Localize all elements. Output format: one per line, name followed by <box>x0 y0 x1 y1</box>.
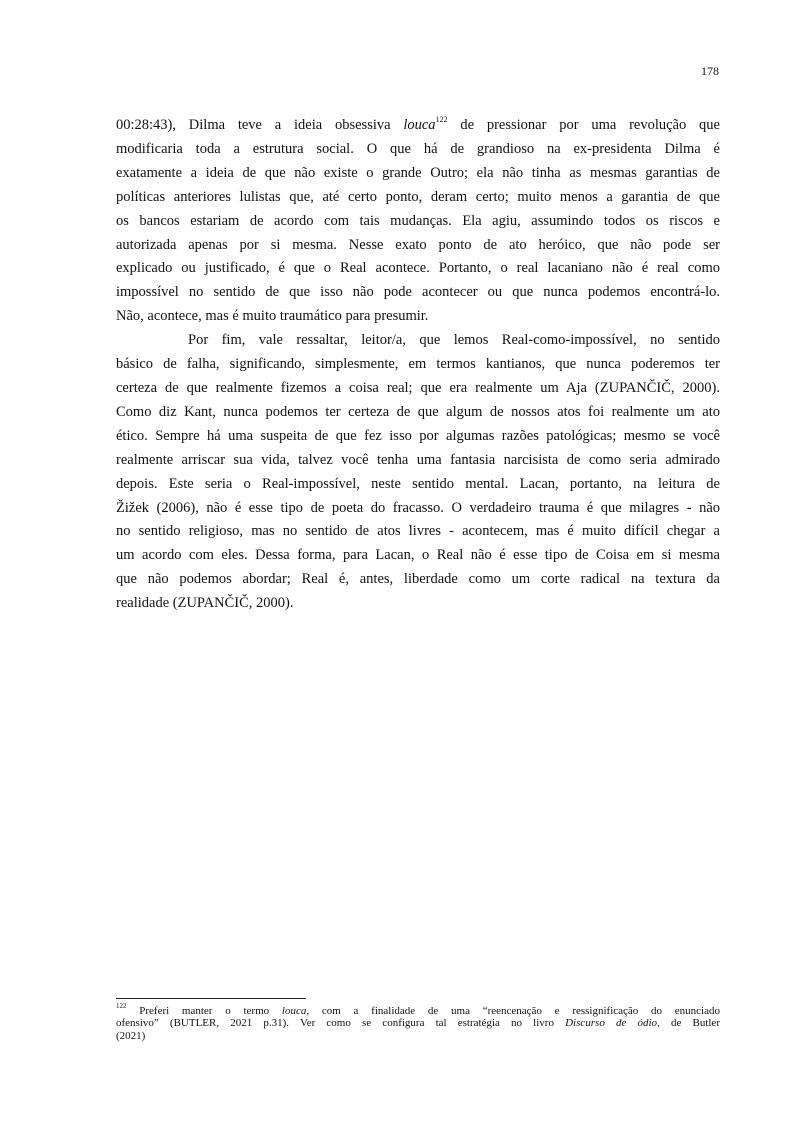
body-text <box>116 114 720 616</box>
paragraph-2-line: que não podemos abordar; Real é, antes, liberdade como um corte radical na textura da <box>116 571 720 588</box>
footnote <box>116 1002 720 1042</box>
paragraph-2-line: Por fim, vale ressaltar, leitor/a, que lemos Real-como-impossível, no sentido <box>188 332 720 349</box>
paragraph-1-line: políticas anteriores lulistas que, até certo ponto, deram certo; muito menos a garantia de que <box>116 188 720 205</box>
footnote-line: (2021) <box>116 1029 146 1042</box>
paragraph-2-line: Como diz Kant, nunca podemos ter certeza de que algum de nossos atos foi realmente um ato <box>116 403 720 420</box>
emphasized-word: louca <box>403 117 436 133</box>
paragraph-2-line: realidade (ZUPANČIČ, 2000). <box>116 595 294 612</box>
paragraph-1-line: os bancos estariam de acordo com tais mudanças. Ela agiu, assumindo todos os riscos e <box>116 212 720 229</box>
footnote-reference: 122 <box>435 115 448 125</box>
footnote-marker: 122 <box>116 1002 127 1011</box>
emphasized-word: louca <box>281 1005 307 1017</box>
paragraph-2-line: Žižek (2006), não é esse tipo de poeta do fracasso. O verdadeiro trauma é que milagres - não <box>116 499 720 516</box>
footnote-line <box>116 1017 720 1029</box>
footnote-line <box>116 1002 720 1017</box>
page-number: 178 <box>701 64 719 78</box>
paragraph-1-line: autorizada apenas por si mesma. Nesse exato ponto de ato heróico, que não pode ser <box>116 236 720 253</box>
paragraph-1-line: impossível no sentido de que isso não pode acontecer ou que nunca podemos encontrá-lo. <box>116 284 720 301</box>
paragraph-1-line: exatamente a ideia de que não existe o grande Outro; ela não tinha as mesmas garantias de <box>116 164 720 181</box>
book-title: Discurso de ódio <box>565 1017 658 1030</box>
paragraph-1-line <box>116 114 720 138</box>
paragraph-2-line: no sentido religioso, mas no sentido de atos livres - acontecem, mas é muito difícil chegar a <box>116 523 720 540</box>
text-run: de pressionar por uma revolução que <box>447 117 720 133</box>
paragraph-2-line: realmente arriscar sua vida, talvez você tenha uma fantasia narcisista de como seria admirado <box>116 451 720 468</box>
paragraph-1-line: Não, acontece, mas é muito traumático para presumir. <box>116 308 429 325</box>
paragraph-2-line: ético. Sempre há uma suspeita de que fez isso por algumas razões patológicas; mesmo se você <box>116 427 720 444</box>
paragraph-2-line: básico de falha, significando, simplesmente, em termos kantianos, que nunca poderemos ter <box>116 356 720 373</box>
text-run: 00:28:43), Dilma teve a ideia obsessiva <box>116 117 404 133</box>
text-run: Preferi manter o termo <box>126 1005 282 1017</box>
text-run: ofensivo” (BUTLER, 2021 p.31). Ver como se configura tal estratégia no livro <box>116 1017 566 1030</box>
text-run: , de Butler <box>657 1017 720 1030</box>
footnote-separator <box>116 998 306 999</box>
text-run: , com a finalidade de uma “reencenação e ressignificação do enunciado <box>306 1005 720 1017</box>
paragraph-1-line: explicado ou justificado, é que o Real acontece. Portanto, o real lacaniano não é real como <box>116 260 720 277</box>
paragraph-1-line: modificaria toda a estrutura social. O que há de grandioso na ex-presidenta Dilma é <box>116 140 720 157</box>
paragraph-2-line: depois. Este seria o Real-impossível, neste sentido mental. Lacan, portanto, na leitura de <box>116 475 720 492</box>
paragraph-2-line: certeza de que realmente fizemos a coisa real; que era realmente um Aja (ZUPANČIČ, 2000). <box>116 379 720 396</box>
paragraph-2-line: um acordo com eles. Dessa forma, para Lacan, o Real não é esse tipo de Coisa em si mesma <box>116 547 720 564</box>
